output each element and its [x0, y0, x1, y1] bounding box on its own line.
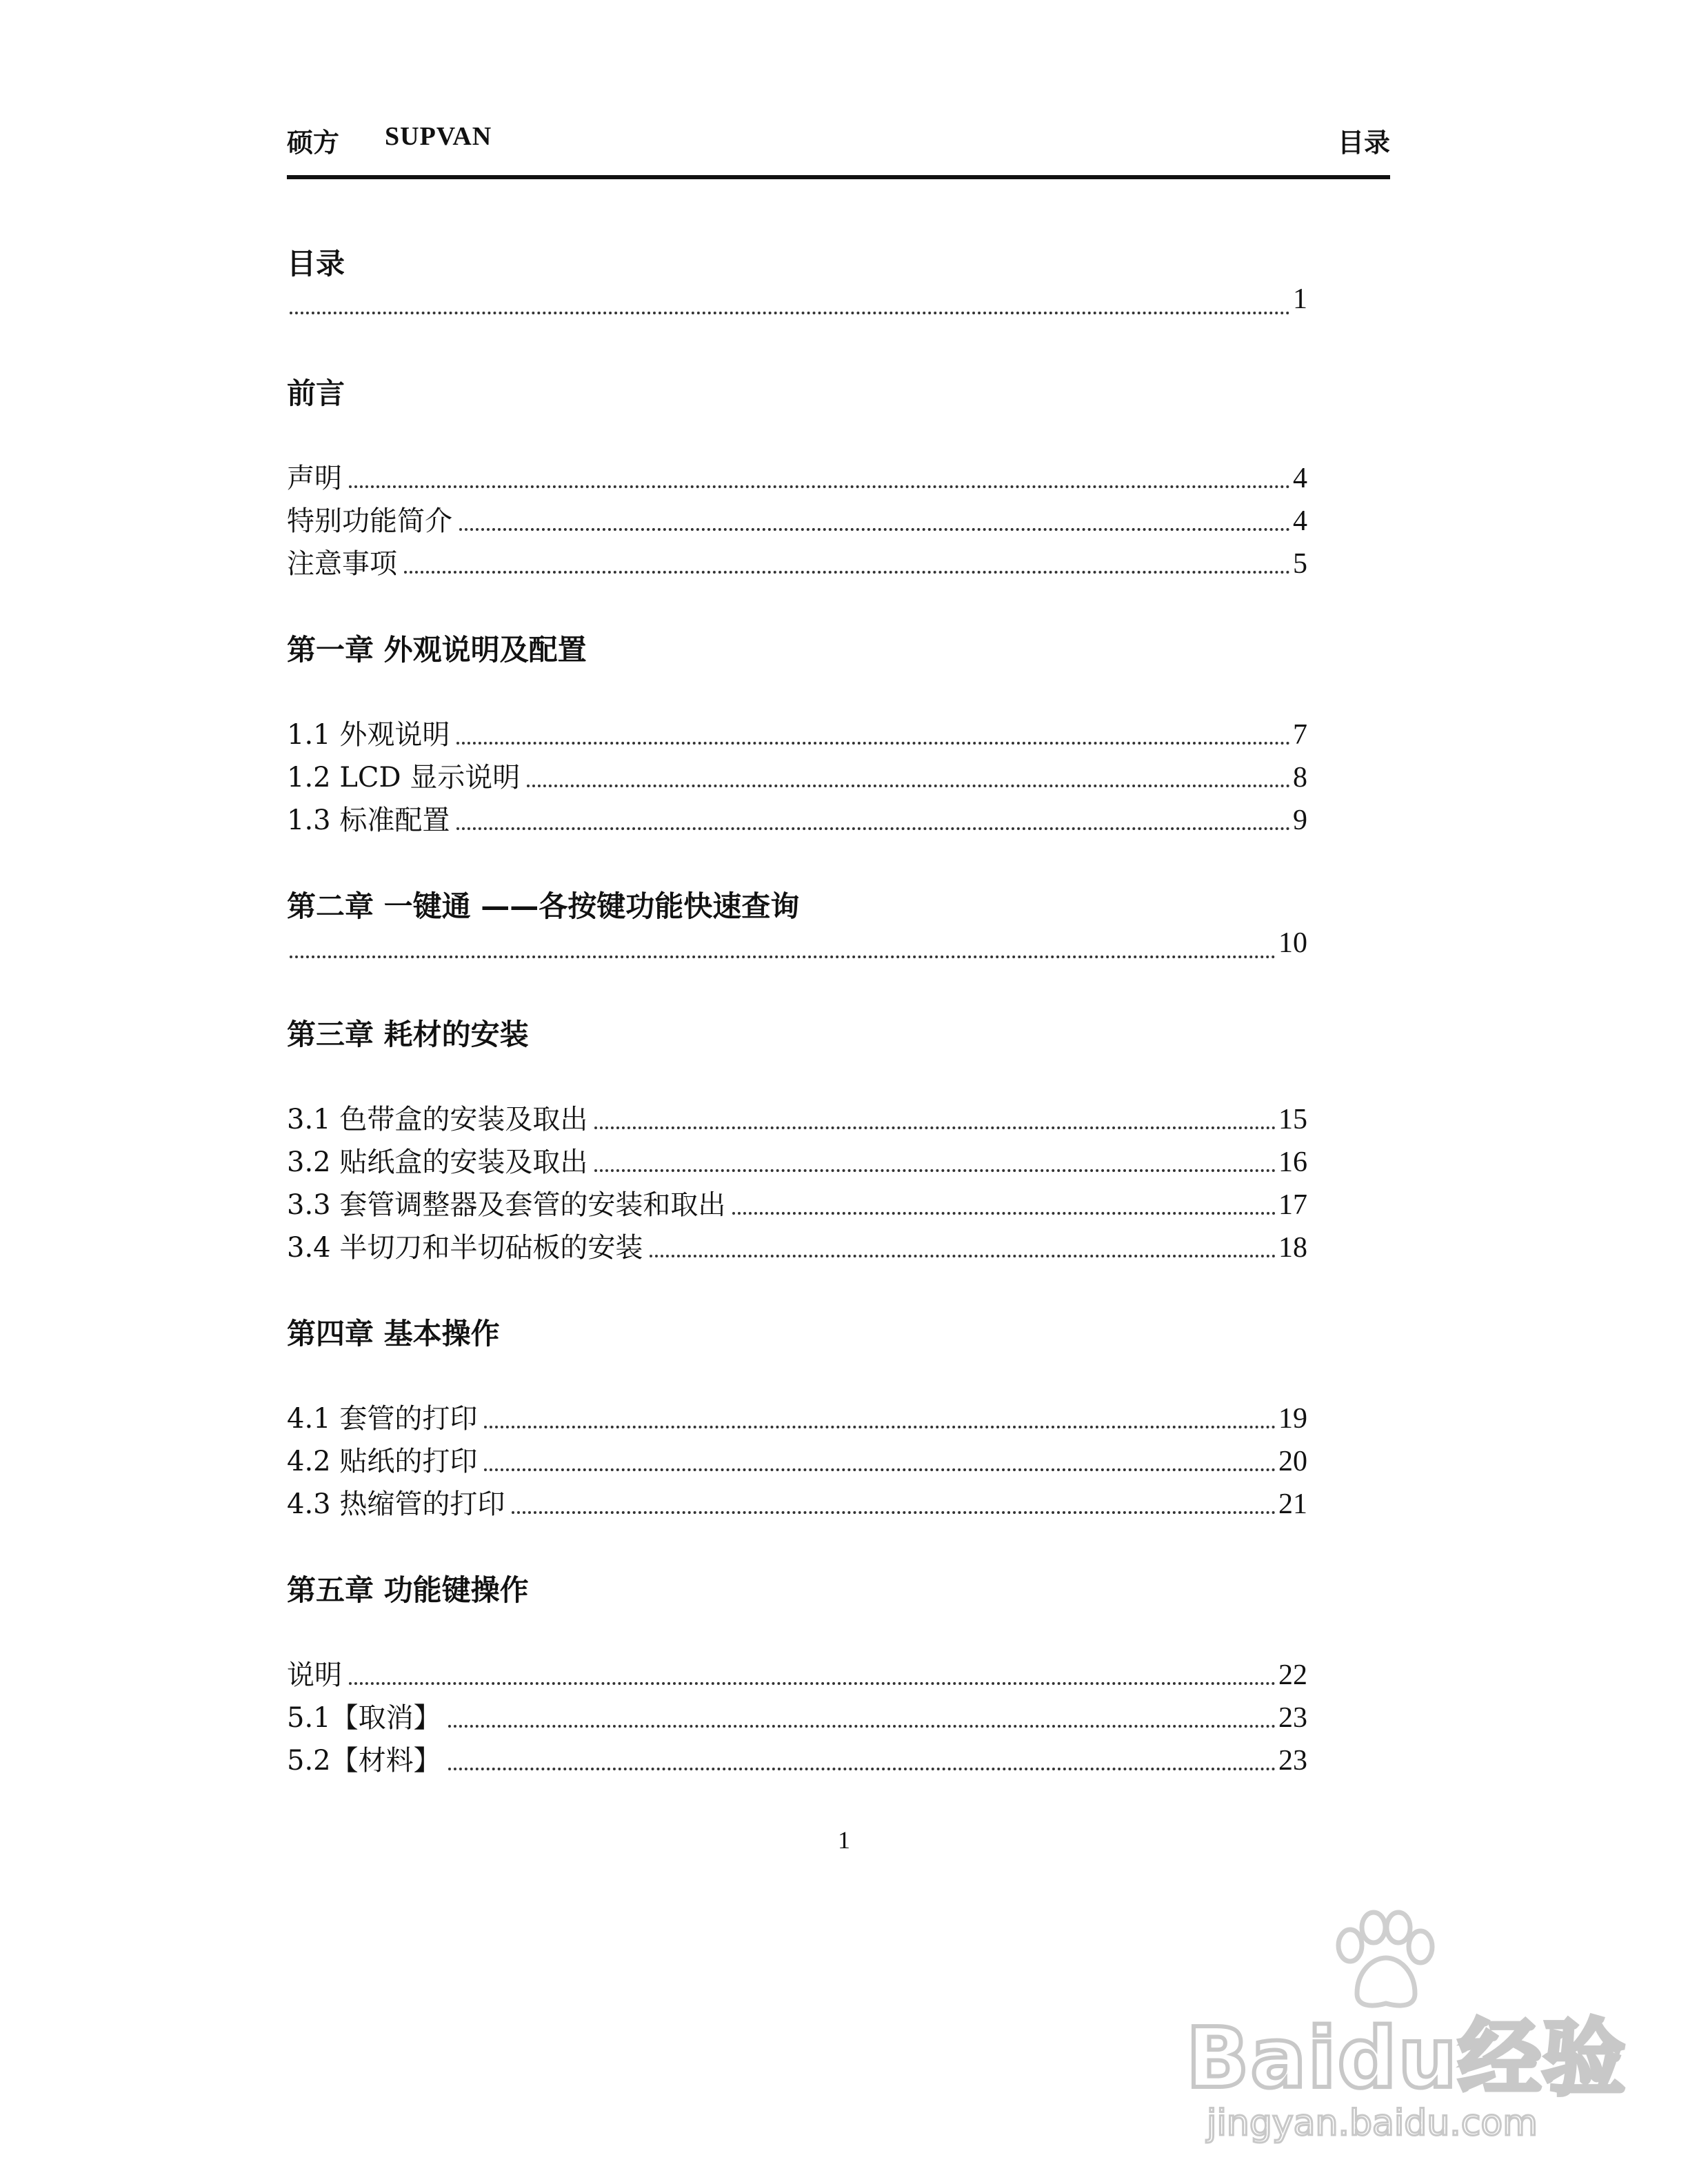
chapter-heading-2: 第二章 一键通 ——各按键功能快速查询 — [287, 889, 800, 923]
dot-leader — [290, 953, 1276, 958]
toc-entry[interactable] — [287, 1439, 1307, 1478]
toc-page-number: 22 — [1278, 1659, 1307, 1691]
header-rule — [287, 175, 1390, 179]
toc-page-number: 23 — [1278, 1702, 1307, 1734]
toc-entry[interactable] — [287, 1397, 1307, 1435]
toc-entry-label: 5.1【取消】 — [287, 1702, 441, 1734]
toc-entry[interactable] — [287, 1739, 1307, 1777]
chapter-heading-3: 第三章 耗材的安装 — [287, 1018, 529, 1051]
chapter-heading-1: 第一章 外观说明及配置 — [287, 633, 587, 667]
dot-leader — [456, 739, 1290, 745]
dot-leader — [456, 825, 1290, 830]
toc-page-number: 9 — [1293, 805, 1307, 836]
toc-entry[interactable] — [287, 1183, 1307, 1222]
brand-name-cn: 硕方 — [287, 129, 340, 158]
toc-entry-label: 声明 — [287, 463, 342, 494]
dot-leader — [650, 1252, 1276, 1257]
toc-page-number: 23 — [1278, 1745, 1307, 1777]
toc-page-number: 8 — [1293, 762, 1307, 793]
toc-entry[interactable] — [287, 1696, 1307, 1735]
toc-entry[interactable] — [287, 499, 1307, 538]
toc-page-number: 4 — [1293, 463, 1307, 494]
toc-entry-label: 1.2 LCD 显示说明 — [287, 762, 521, 793]
toc-page-number: 17 — [1278, 1189, 1307, 1221]
toc-entry-label: 1.1 外观说明 — [287, 719, 450, 751]
toc-entry[interactable] — [287, 756, 1307, 794]
toc-entry[interactable] — [287, 542, 1307, 580]
toc-entry-label: 4.2 贴纸的打印 — [287, 1446, 478, 1477]
dot-leader — [448, 1765, 1276, 1770]
toc-entry-toc[interactable] — [287, 283, 1307, 321]
dot-leader — [484, 1423, 1276, 1428]
dot-leader — [290, 309, 1290, 314]
toc-entry-label: 4.3 热缩管的打印 — [287, 1488, 505, 1520]
toc-entry-label: 3.3 套管调整器及套管的安装和取出 — [287, 1189, 726, 1221]
toc-entry-label: 4.1 套管的打印 — [287, 1403, 478, 1435]
chapter-heading-preface: 前言 — [287, 376, 345, 410]
toc-page-number: 15 — [1278, 1104, 1307, 1135]
brand-name-en: SUPVAN — [385, 122, 492, 151]
toc-entry-label: 3.4 半切刀和半切砧板的安装 — [287, 1232, 643, 1264]
toc-entry-label: 说明 — [287, 1659, 342, 1691]
toc-entry[interactable] — [287, 798, 1307, 837]
toc-entry-label: 注意事项 — [287, 548, 397, 580]
dot-leader — [349, 1679, 1276, 1685]
toc-entry[interactable] — [287, 713, 1307, 751]
chapter-heading-5: 第五章 功能键操作 — [287, 1573, 529, 1607]
chapter-heading-4: 第四章 基本操作 — [287, 1317, 500, 1351]
toc-page-number: 19 — [1278, 1403, 1307, 1435]
toc-entry-label: 3.1 色带盒的安装及取出 — [287, 1104, 588, 1135]
toc-entry[interactable] — [287, 456, 1307, 495]
toc-entry-label: 3.2 贴纸盒的安装及取出 — [287, 1146, 588, 1178]
toc-page-number: 1 — [1293, 283, 1307, 315]
toc-page-number: 18 — [1278, 1232, 1307, 1264]
toc-page-number: 16 — [1278, 1146, 1307, 1178]
toc-page-number: 4 — [1293, 505, 1307, 537]
dot-leader — [404, 568, 1290, 574]
baidu-jingyan-watermark — [1186, 1903, 1627, 2151]
toc-entry[interactable] — [287, 1140, 1307, 1179]
toc-page-number: 10 — [1278, 927, 1307, 959]
watermark-logo-text: Baidu经验 — [1186, 2011, 1627, 2107]
toc-entry-label: 5.2【材料】 — [287, 1745, 441, 1777]
toc-entry-label: 1.3 标准配置 — [287, 805, 450, 836]
dot-leader — [732, 1209, 1276, 1215]
dot-leader — [448, 1722, 1276, 1728]
page-number: 1 — [838, 1826, 850, 1854]
header-section-title: 目录 — [1337, 129, 1390, 158]
toc-entry[interactable] — [287, 927, 1307, 965]
toc-entry[interactable] — [287, 1482, 1307, 1521]
toc-entry-label: 特别功能简介 — [287, 505, 452, 537]
page-header — [287, 116, 1390, 164]
dot-leader — [594, 1166, 1276, 1172]
toc-entry[interactable] — [287, 1226, 1307, 1264]
toc-page-number: 5 — [1293, 548, 1307, 580]
dot-leader — [512, 1508, 1276, 1514]
toc-page-number: 21 — [1278, 1488, 1307, 1520]
toc-page-number: 7 — [1293, 719, 1307, 751]
dot-leader — [484, 1466, 1276, 1471]
dot-leader — [459, 525, 1290, 531]
toc-heading: 目录 — [287, 247, 345, 281]
toc-entry[interactable] — [287, 1653, 1307, 1692]
dot-leader — [594, 1124, 1276, 1129]
dot-leader — [527, 782, 1290, 787]
dot-leader — [349, 483, 1290, 488]
watermark-url: jingyan.baidu.com — [1207, 2103, 1538, 2144]
toc-page-number: 20 — [1278, 1446, 1307, 1477]
toc-entry[interactable] — [287, 1098, 1307, 1136]
